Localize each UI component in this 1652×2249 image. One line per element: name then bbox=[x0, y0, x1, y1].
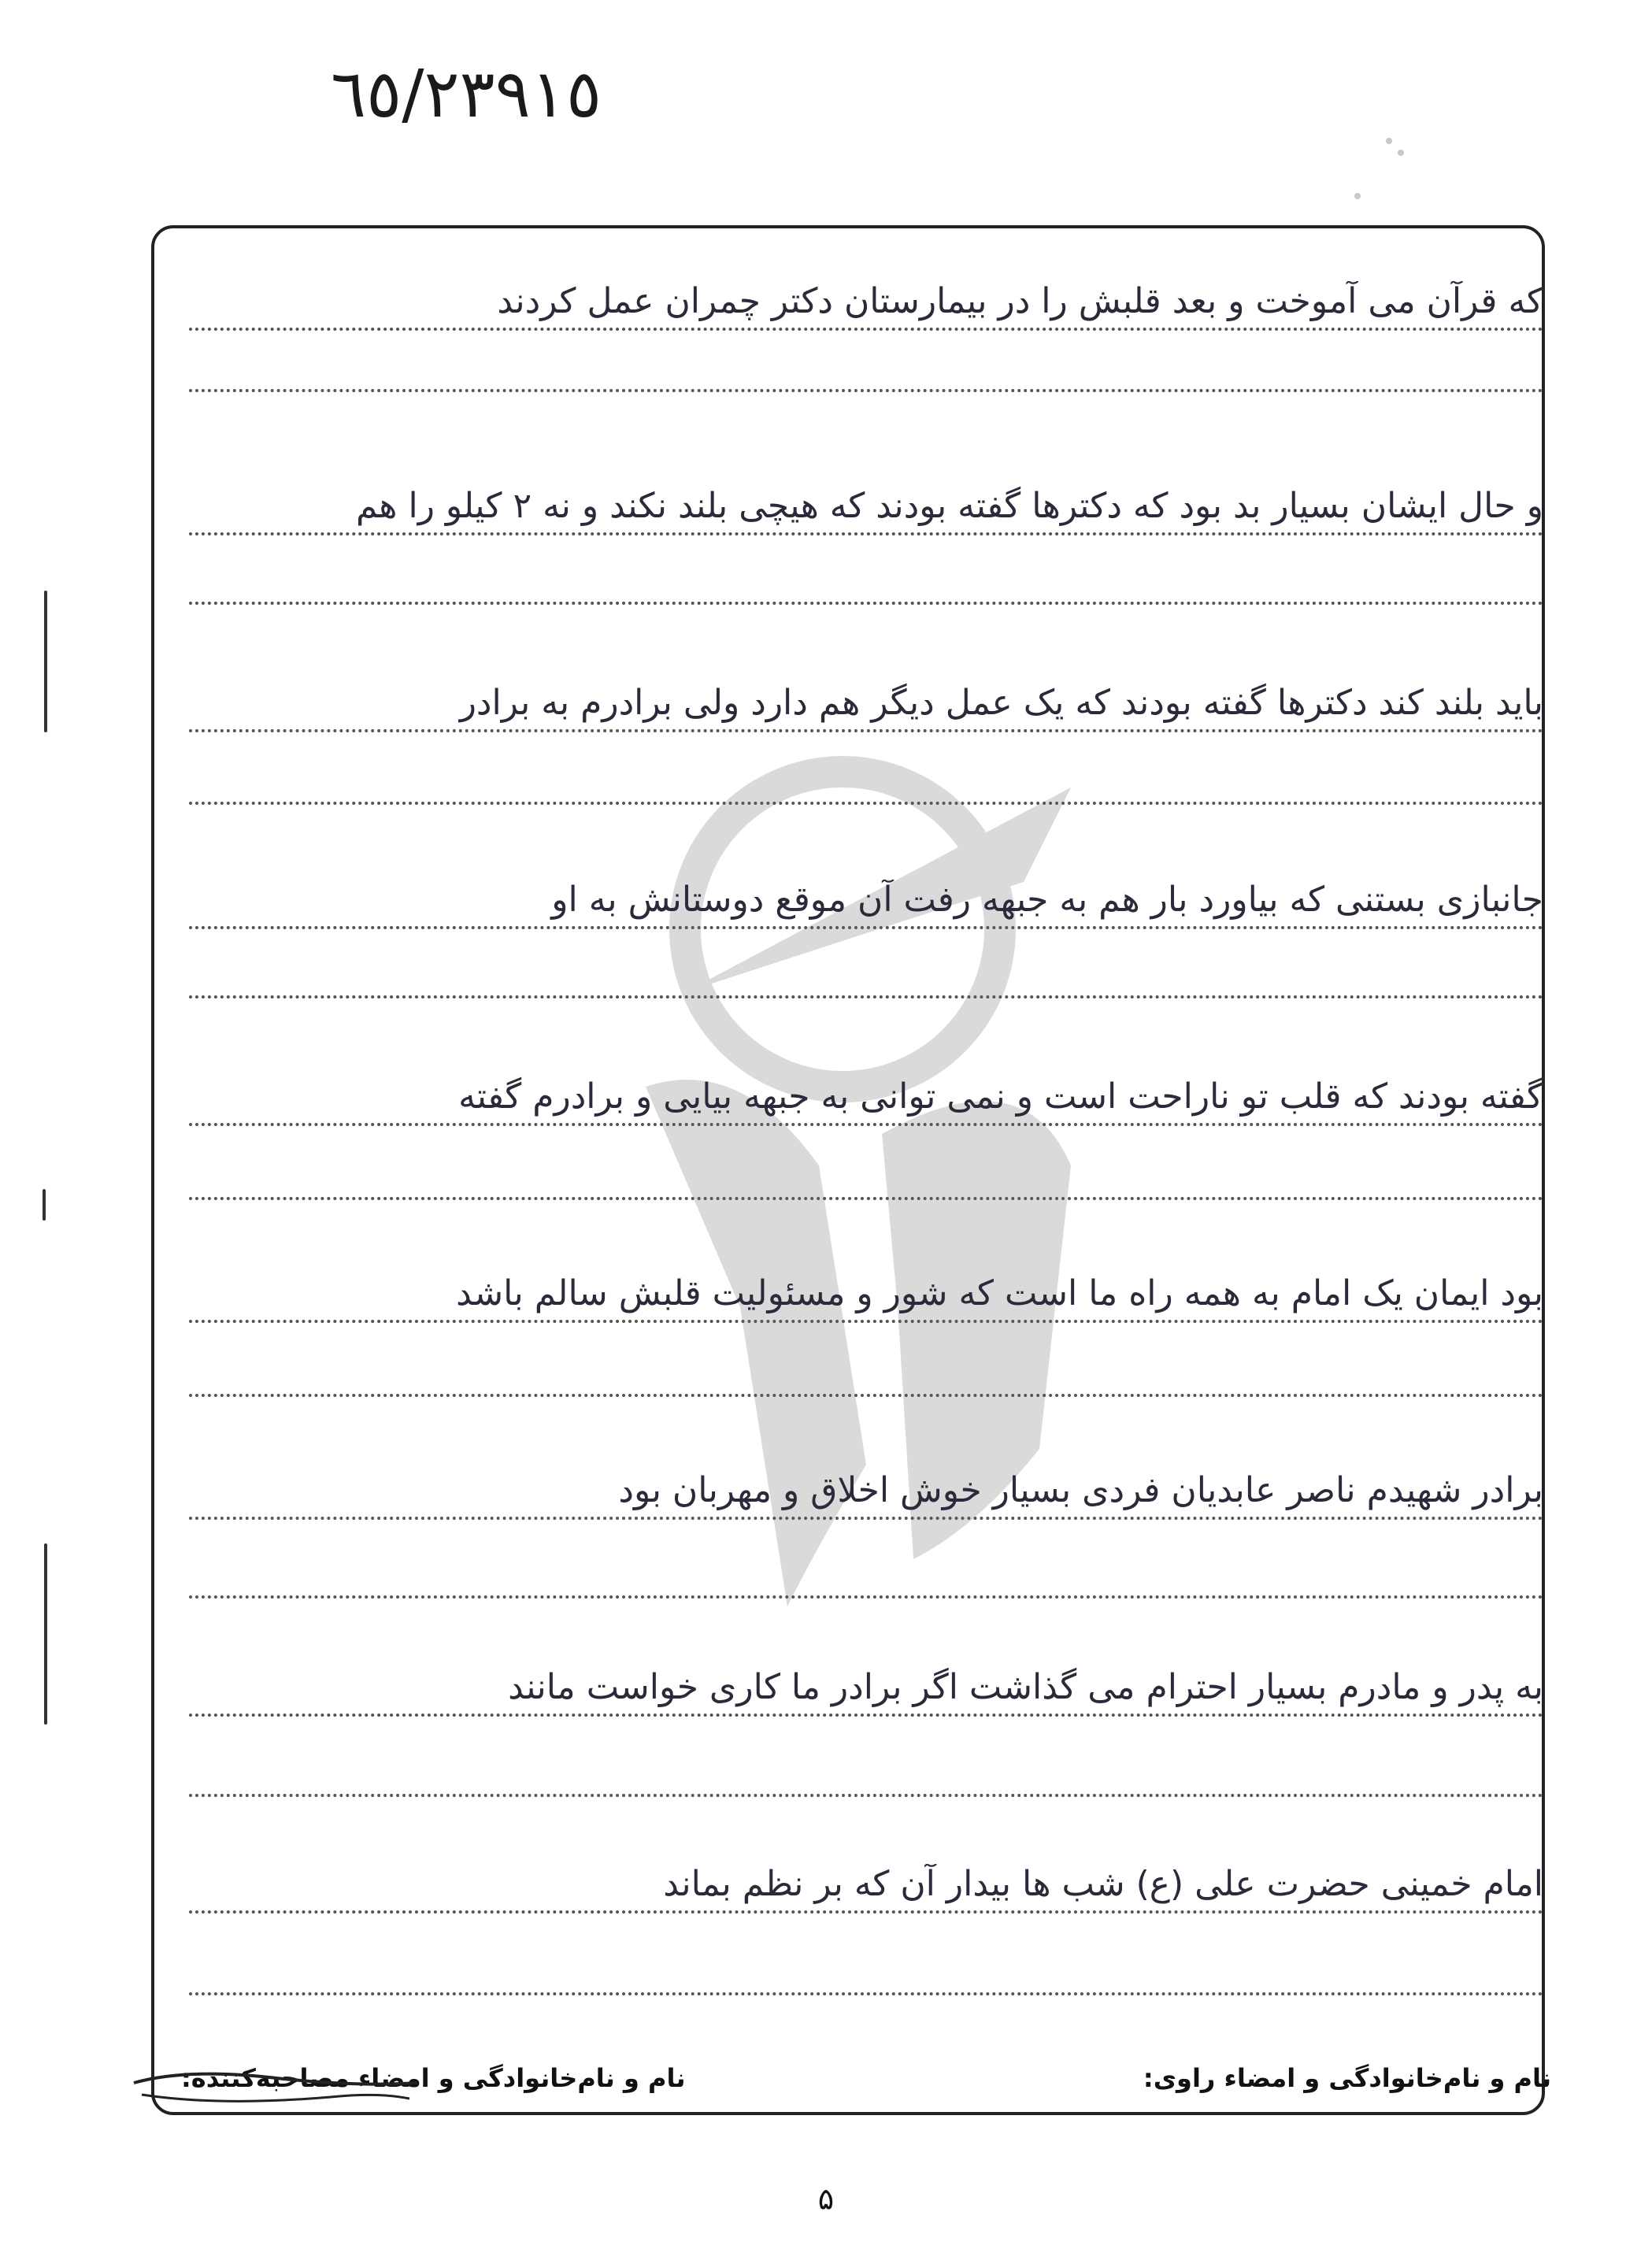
margin-mark bbox=[44, 1543, 47, 1630]
dotted-rule bbox=[189, 1910, 1543, 1914]
dotted-rule bbox=[189, 602, 1543, 605]
text-line bbox=[189, 654, 1543, 740]
narrator-signature-label: نام و نام‌خانوادگی و امضاء راوی: bbox=[1143, 2063, 1551, 2093]
line-text: به پدر و مادرم بسیار احترام می گذاشت اگر برادر ما کاری خواست مانند bbox=[508, 1667, 1543, 1707]
line-text: گفته بودند که قلب تو ناراحت است و نمی توانی به جبهه بیایی و برادرم گفته bbox=[458, 1076, 1543, 1117]
dotted-rule bbox=[189, 532, 1543, 535]
dotted-rule bbox=[189, 1794, 1543, 1797]
dotted-rule bbox=[189, 926, 1543, 929]
line-text: جانبازی بستنی که بیاورد بار هم به جبهه رفت آن موقع دوستانش به او bbox=[551, 880, 1543, 920]
margin-mark bbox=[44, 591, 47, 732]
line-text: و حال ایشان بسیار بد بود که دکترها گفته بودند که هیچی بلند نکند و نه ۲ کیلو را هم bbox=[356, 486, 1543, 526]
dotted-rule bbox=[189, 1197, 1543, 1200]
line-text: که قرآن می آموخت و بعد قلبش را در بیمارستان دکتر چمران عمل کردند bbox=[497, 281, 1543, 321]
text-line bbox=[189, 1047, 1543, 1134]
dotted-rule bbox=[189, 802, 1543, 805]
document-number: ٦٥/٢٣٩١٥ bbox=[331, 55, 602, 132]
dotted-rule bbox=[189, 1714, 1543, 1717]
margin-mark bbox=[43, 1189, 46, 1221]
dotted-rule bbox=[189, 1320, 1543, 1323]
text-line bbox=[189, 1638, 1543, 1725]
interviewer-signature-label: نام و نام‌خانوادگی و امضاء مصاحبه‌کننده: bbox=[181, 2063, 686, 2093]
dotted-rule bbox=[189, 729, 1543, 732]
line-text: برادر شهیدم ناصر عابدیان فردی بسیار خوش اخلاق و مهربان بود bbox=[618, 1470, 1543, 1510]
dotted-rule bbox=[189, 328, 1543, 331]
line-text: بود ایمان یک امام به همه راه ما است که شور و مسئولیت قلبش سالم باشد bbox=[456, 1273, 1543, 1313]
margin-mark bbox=[44, 1622, 47, 1725]
text-line bbox=[189, 850, 1543, 937]
dotted-rule bbox=[189, 1595, 1543, 1599]
dotted-rule bbox=[189, 1123, 1543, 1126]
dotted-rule bbox=[189, 995, 1543, 999]
text-line bbox=[189, 1244, 1543, 1331]
punch-hole bbox=[1354, 193, 1361, 199]
text-line bbox=[189, 457, 1543, 543]
dotted-rule bbox=[189, 1517, 1543, 1520]
line-text: امام خمینی حضرت علی (ع) شب ها بیدار آن که بر نظم بماند bbox=[663, 1864, 1543, 1904]
dotted-rule bbox=[189, 389, 1543, 392]
dotted-rule bbox=[189, 1394, 1543, 1397]
text-line bbox=[189, 1835, 1543, 1921]
dotted-rule bbox=[189, 1992, 1543, 1995]
punch-hole bbox=[1398, 150, 1404, 156]
punch-hole bbox=[1386, 138, 1392, 144]
line-text: باید بلند کند دکترها گفته بودند که یک عمل دیگر هم دارد ولی برادرم به برادر bbox=[459, 683, 1543, 723]
page-number: ۵ bbox=[817, 2181, 835, 2216]
text-line bbox=[189, 252, 1543, 339]
text-line bbox=[189, 1441, 1543, 1528]
narrator-signature bbox=[126, 2059, 425, 2114]
